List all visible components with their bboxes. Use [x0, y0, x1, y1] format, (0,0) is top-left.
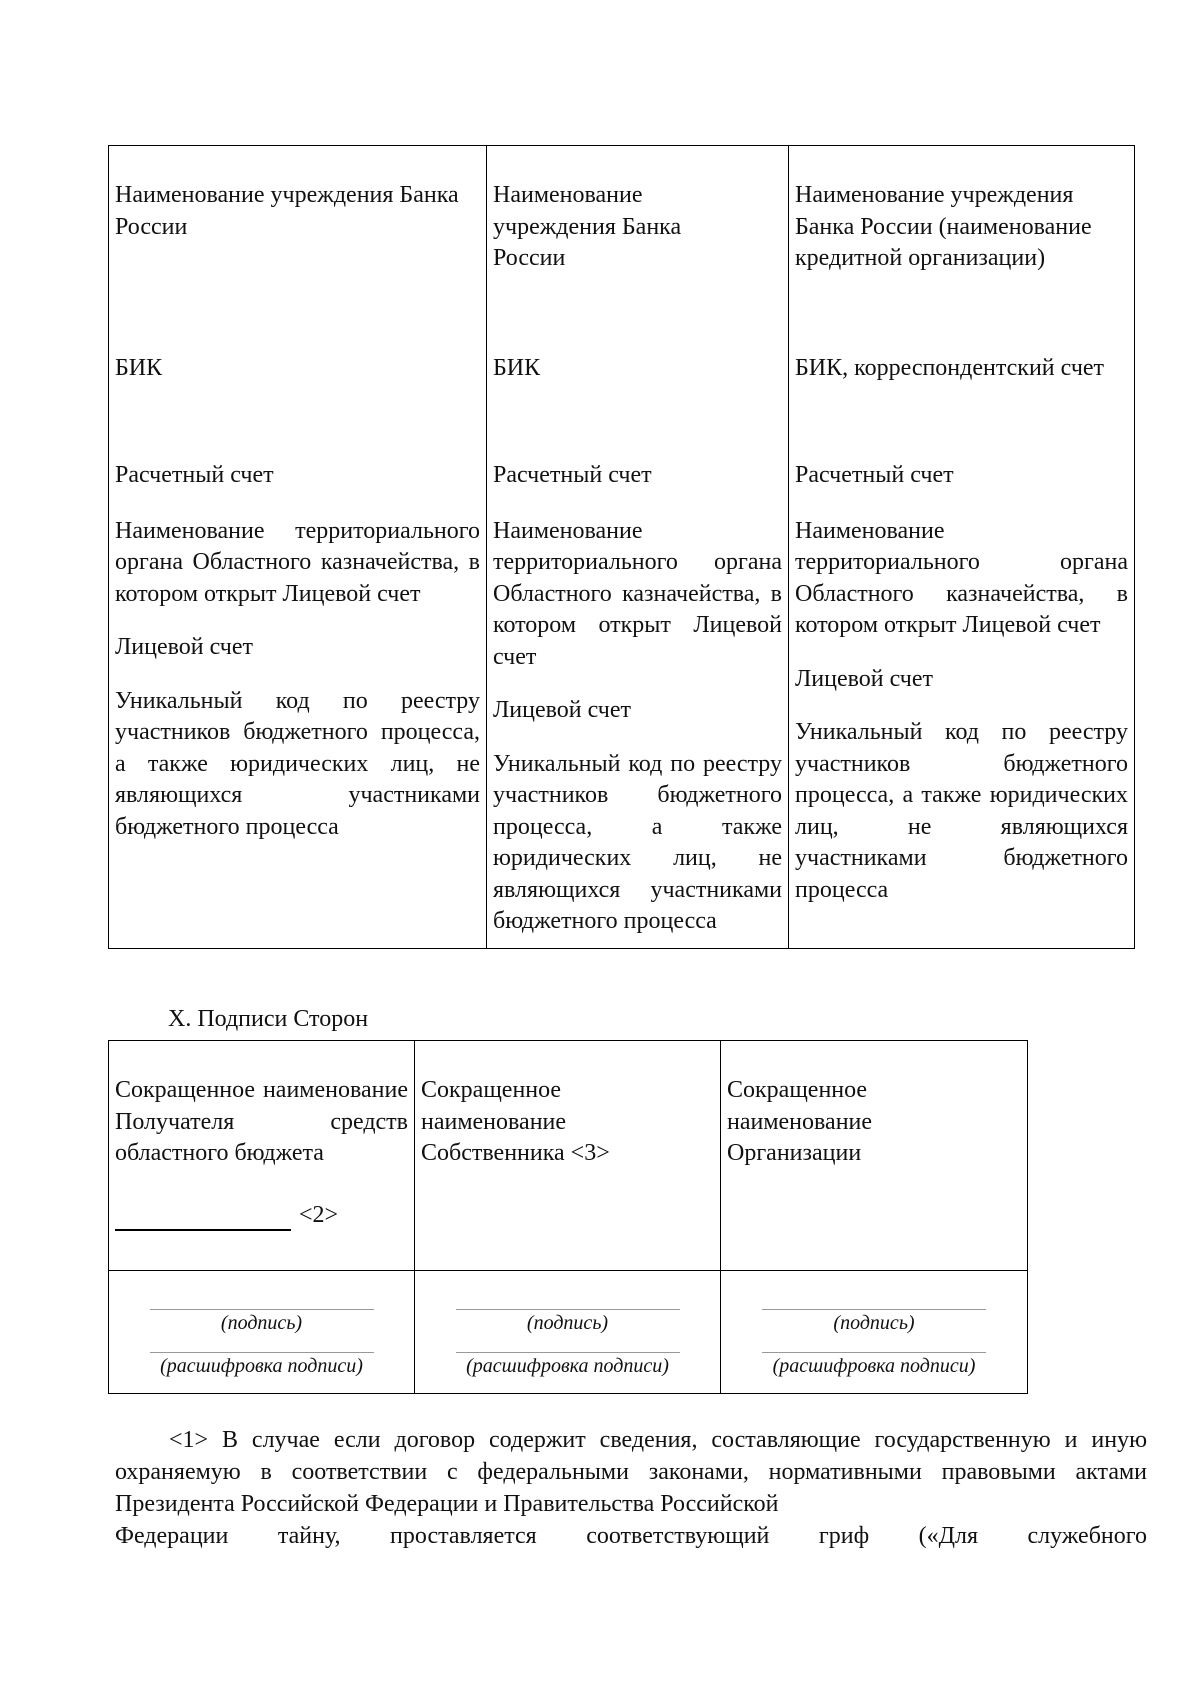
bik-label: БИК, корреспондентский счет	[795, 355, 1105, 381]
bik-label: БИК	[493, 355, 541, 381]
unique-code-label: Уникальный код по реестру участников бюджетного процесса, а также юридических лиц, не являющихся участниками бюджетного процесса	[493, 750, 782, 934]
signature-line	[150, 1293, 374, 1310]
footnote-ref: <2>	[299, 1201, 339, 1228]
treasury-label: Наименование территориального органа Областного казначейства, в котором открыт Лицевой счет	[493, 517, 782, 670]
account-label: Расчетный счет	[493, 462, 652, 488]
party-name: Сокращенное наименование Собственника <3>	[421, 1077, 610, 1166]
decoding-line	[456, 1336, 680, 1353]
table-row	[109, 1041, 1028, 1271]
footnote-body: <1> В случае если договор содержит сведения, составляющие государственную и иную охраняемую в соответствии с федеральными законами, нормативными правовыми актами Президента Российской Федерации и Правительства Российской	[115, 1427, 1147, 1517]
unique-code-label: Уникальный код по реестру участников бюджетного процесса, а также юридических лиц, не являющихся участниками бюджетного процесса	[115, 687, 480, 840]
personal-account-label: Лицевой счет	[115, 634, 254, 660]
signatures-section-title: X. Подписи Сторон	[168, 1006, 369, 1032]
signature-line	[762, 1293, 986, 1310]
party-name: Сокращенное наименование Получателя средств областного бюджета	[115, 1077, 408, 1166]
party-2-name-cell	[415, 1041, 721, 1271]
treasury-label: Наименование территориального органа Областного казначейства, в котором открыт Лицевой счет	[115, 517, 480, 607]
party-1-name-cell	[109, 1041, 415, 1271]
personal-account-label: Лицевой счет	[493, 697, 632, 723]
bik-label: БИК	[115, 355, 163, 381]
decoding-line	[762, 1336, 986, 1353]
unique-code-label: Уникальный код по реестру участников бюджетного процесса, а также юридических лиц, не являющихся участниками бюджетного процесса	[795, 719, 1128, 903]
institution-label: Наименование учреждения Банка России	[493, 182, 682, 271]
signature-caption: (подпись)	[833, 1312, 915, 1334]
decoding-caption: (расшифровка подписи)	[160, 1355, 363, 1377]
personal-account-label: Лицевой счет	[795, 665, 934, 692]
party-3-name-cell	[721, 1041, 1028, 1271]
party-2-bank-cell	[487, 146, 789, 949]
signature-caption: (подпись)	[220, 1312, 303, 1334]
decoding-caption: (расшифровка подписи)	[772, 1355, 976, 1377]
bank-details-table	[108, 145, 1135, 949]
table-row	[109, 146, 1135, 949]
signature-line	[456, 1293, 680, 1310]
treasury-label: Наименование территориального органа Областного казначейства, в котором открыт Лицевой счет	[795, 517, 1128, 638]
party-1-signature-cell	[109, 1271, 415, 1394]
institution-label: Наименование учреждения Банка России (наименование кредитной организации)	[795, 182, 1092, 271]
institution-label: Наименование учреждения Банка России	[115, 182, 459, 240]
party-name-blank	[115, 1200, 408, 1232]
party-1-bank-cell	[109, 146, 487, 949]
signature-caption: (подпись)	[526, 1312, 609, 1334]
decoding-line	[150, 1336, 374, 1353]
party-3-bank-cell	[789, 146, 1135, 949]
account-label: Расчетный счет	[795, 462, 954, 488]
party-name: Сокращенное наименование Организации	[727, 1077, 873, 1166]
account-label: Расчетный счет	[115, 462, 274, 488]
decoding-caption: (расшифровка подписи)	[466, 1355, 669, 1377]
blank-line	[115, 1205, 291, 1231]
table-row	[109, 1271, 1028, 1394]
footnote-text	[115, 1424, 1147, 1552]
party-2-signature-cell	[415, 1271, 721, 1394]
signatures-table	[108, 1040, 1028, 1394]
footnote-last-line: Федерации тайну, проставляется соответствующий гриф («Для служебного	[115, 1523, 1147, 1549]
party-3-signature-cell	[721, 1271, 1028, 1394]
